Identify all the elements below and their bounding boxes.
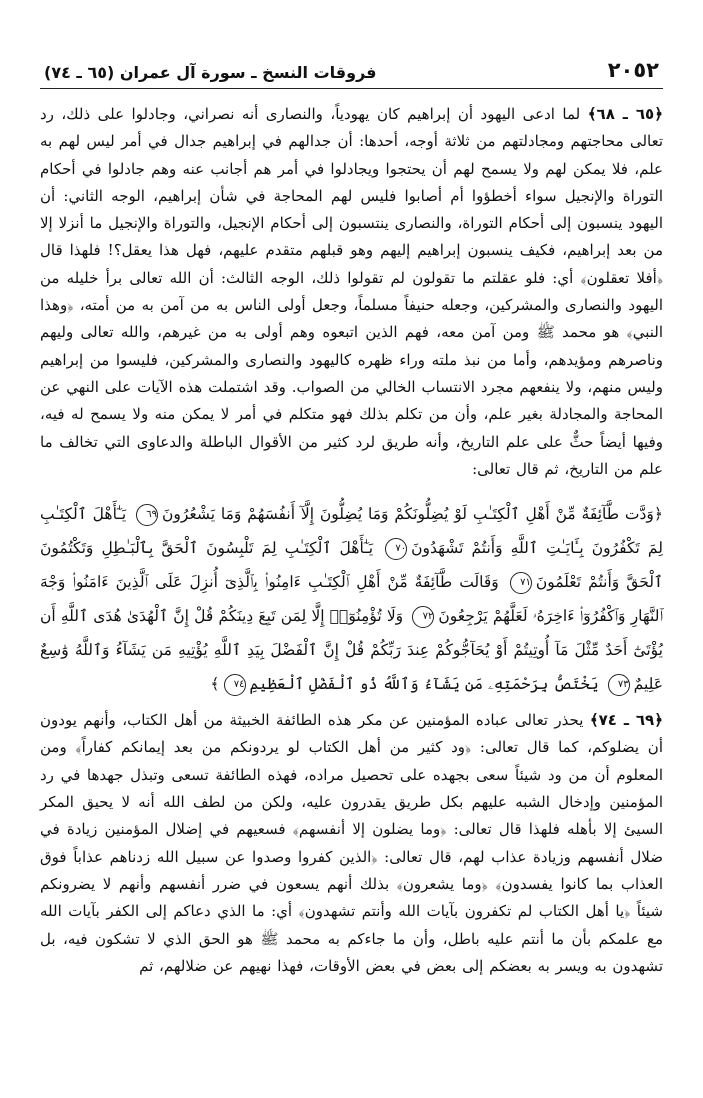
quran-verses-block <box>40 497 663 701</box>
ayah-number-69: ٦٩ <box>136 504 158 526</box>
section-label-65-68: ﴿٦٥ ـ ٦٨﴾ <box>587 105 663 123</box>
ayah-number-71: ٧١ <box>510 572 532 594</box>
commentary-text-1: لما ادعى اليهود أن إبراهيم كان يهودياً، والنصارى أنه نصراني، وجادلوا على ذلك، رد تعالى محاجتهم ومجادلتهم من ثلاثة أوجه، أحدها: أن جدالهم في إبراهيم جدال في أمر ليس لهم به علم، فلا يمكن لهم ولا يسمح لهم أن يحتجوا ويجادلوا في أمر هم أجانب عنه وهم جادلوا في أحكام التوراة والإنجيل سواء أخطؤوا أم أصابوا فليس لهم المحاجة في شأن إبراهيم، الوجه الثاني: أن اليهود ينسبون إلى أحكام التوراة، والنصارى ينتسبون إلى أحكام الإنجيل، والتوراة والإنجيل ما أنزلا إلا من بعد إبراهيم، فكيف ينسبون إبراهيم إليهم وهو قبلهم متقدم عليهم، فهل هذا يعقل؟! فلهذا قال ﴿أفلا تعقلون﴾ أي: فلو عقلتم ما تقولون لم تقولوا ذلك، الوجه الثالث: أن الله تعالى برأ خليله من اليهود والنصارى والمشركين، وجعله حنيفاً مسلماً، وجعل أولى الناس به من آمن به من أمته، ﴿وهذا النبي﴾ هو محمد ﷺ ومن آمن معه، فهم الذين اتبعوه وهم أولى به من غيرهم، والله تعالى وليهم وناصرهم ومؤيدهم، وأما من نبذ ملته وراء ظهره كاليهود والنصارى والمشركين، فليسوا من إبراهيم وليس منهم، ولا ينفعهم مجرد الانتساب الخالي من الصواب. وقد اشتملت هذه الآيات على النهي عن المحاجة والمجادلة بغير علم، وأن من تكلم بذلك فهو متكلم في أمر لا يمكن منه ولا يسمح له فيه، وفيها أيضاً حثٌّ على علم التاريخ، وأنه طريق لرد كثير من الأقوال الباطلة والدعاوى التي تخالف ما علم من التاريخ، ثم قال تعالى: <box>40 105 663 478</box>
verse-72: وَقَالَت طَّآئِفَةٌ مِّنْ أَهْلِ ٱلْكِتَـٰبِ ءَامِنُوا۟ بِٱلَّذِىٓ أُنزِلَ عَلَى ٱلَّذِينَ ءَامَنُوا۟ وَجْهَ ٱلنَّهَارِ وَٱكْفُرُوٓا۟ ءَاخِرَهُۥ لَعَلَّهُمْ يَرْجِعُونَ <box>40 573 663 626</box>
ayah-number-70: ٧٠ <box>385 538 407 560</box>
verse-close-bracket: ﴾ <box>210 675 220 694</box>
page-header <box>40 58 663 88</box>
running-title: فروقات النسخ ـ سورة آل عمران (٦٥ ـ ٧٤) <box>44 63 377 82</box>
commentary-text-2: يحذر تعالى عباده المؤمنين عن مكر هذه الطائفة الخبيثة من أهل الكتاب، وأنهم يودون أن يضلوكم، كما قال تعالى: ﴿ود كثير من أهل الكتاب لو يردونكم من بعد إيمانكم كفاراً﴾ ومن المعلوم أن من ود شيئاً سعى بجهده على تحصيل مراده، فهذه الطائفة تسعى وتبذل جهدها في رد المؤمنين وإدخال الشبه عليهم بكل طريق يقدرون عليه، ولكن من لطف الله أنه لا يحيق المكر السيئ إلا بأهله فلهذا قال تعالى: ﴿وما يضلون إلا أنفسهم﴾ فسعيهم في إضلال المؤمنين زيادة في ضلال أنفسهم وزيادة عذاب لهم، قال تعالى: ﴿الذين كفروا وصدوا عن سبيل الله زدناهم عذاباً فوق العذاب بما كانوا يفسدون﴾ ﴿وما يشعرون﴾ بذلك أنهم يسعون في ضرر أنفسهم وأنهم لا يضرونكم شيئاً ﴿يا أهل الكتاب لم تكفرون بآيات الله وأنتم تشهدون﴾ أي: ما الذي دعاكم إلى الكفر بآيات الله مع علمكم بأن ما أنتم عليه باطل، وأن ما جاءكم به محمد ﷺ هو الحق الذي لا تشكون فيه، بل تشهدون به ويسر به بعضكم إلى بعض في بعض الأوقات، فهذا نهيهم عن ضلالهم، ثم <box>40 711 663 975</box>
ayah-number-72: ٧٢ <box>412 606 434 628</box>
ayah-number-74: ٧٤ <box>224 674 246 696</box>
commentary-paragraph-2 <box>40 707 663 980</box>
page-number: ٢٠٥٢ <box>607 58 659 82</box>
header-rule <box>40 88 663 89</box>
verse-73: وَلَا تُؤْمِنُوٓا۟ إِلَّا لِمَن تَبِعَ دِينَكُمْ قُلْ إِنَّ ٱلْهُدَىٰ هُدَى ٱللَّهِ أَن يُؤْتَىٰٓ أَحَدٌ مِّثْلَ مَآ أُوتِيتُمْ أَوْ يُحَآجُّوكُمْ عِندَ رَبِّكُمْ قُلْ إِنَّ ٱلْفَضْلَ بِيَدِ ٱللَّهِ يُؤْتِيهِ مَن يَشَآءُ وَٱللَّهُ وَٰسِعٌ عَلِيمٌ <box>40 607 663 694</box>
verse-70: يَـٰٓأَهْلَ ٱلْكِتَـٰبِ لِمَ تَكْفُرُونَ بِـَٔايَـٰتِ ٱللَّهِ وَأَنتُمْ تَشْهَدُونَ <box>40 505 663 558</box>
verse-74: يَخْتَصُّ بِرَحْمَتِهِۦ مَن يَشَآءُ وَٱللَّهُ ذُو ٱلْفَضْلِ ٱلْعَظِيمِ <box>249 675 599 694</box>
commentary-paragraph-1 <box>40 101 663 483</box>
ayah-number-73: ٧٣ <box>608 674 630 696</box>
section-label-69-74: ﴿٦٩ ـ ٧٤﴾ <box>589 711 663 730</box>
verse-71: يَـٰٓأَهْلَ ٱلْكِتَـٰبِ لِمَ تَلْبِسُونَ ٱلْحَقَّ بِٱلْبَـٰطِلِ وَتَكْتُمُونَ ٱلْحَقَّ وَأَنتُمْ تَعْلَمُونَ <box>40 539 664 592</box>
verse-69: ﴿وَدَّت طَّآئِفَةٌ مِّنْ أَهْلِ ٱلْكِتَـٰبِ لَوْ يُضِلُّونَكُمْ وَمَا يُضِلُّونَ إِلَّآ أَنفُسَهُمْ وَمَا يَشْعُرُونَ <box>162 505 663 524</box>
